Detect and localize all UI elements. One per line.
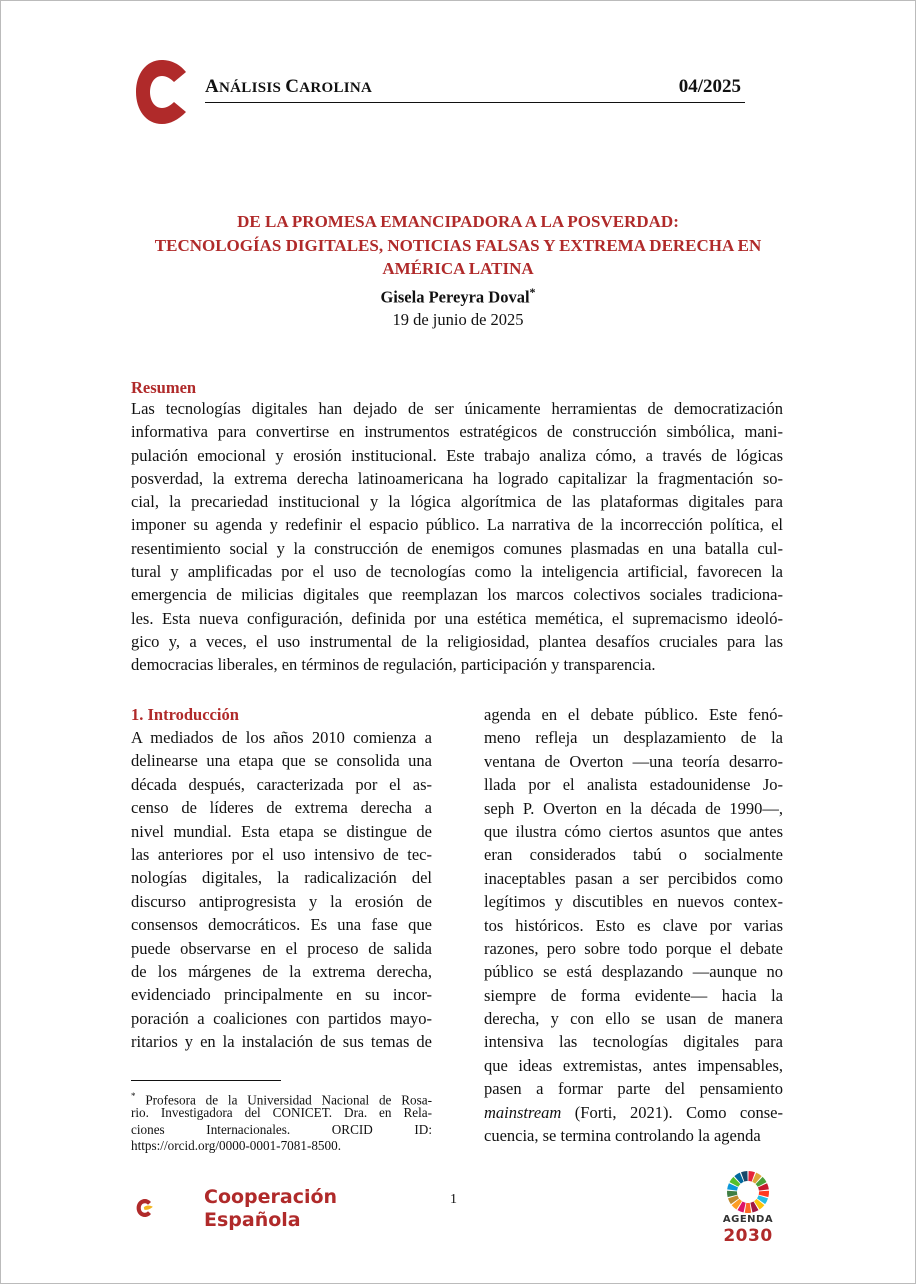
sdg-wheel-icon xyxy=(726,1170,770,1214)
body-line: razones, pero sobre todo porque el debate xyxy=(484,938,783,958)
body-line: consensos democráticos. Es una fase que xyxy=(131,915,432,935)
footnote xyxy=(131,1088,432,1155)
abstract-line: resentimiento social y la construcción de enemigos comunes plasmadas en una batalla cul- xyxy=(131,538,783,558)
body-line: público se está desplazando —aunque no xyxy=(484,962,783,982)
intro-left-column xyxy=(131,703,432,1053)
body-line: nologías digitales, la radicalización del xyxy=(131,868,432,888)
abstract-line: informativa para convertirse en instrumentos estratégicos de construcción simbólica, mani- xyxy=(131,422,783,442)
title-line-2: TECNOLOGÍAS DIGITALES, NOTICIAS FALSAS Y EXTREMA DERECHA EN xyxy=(154,235,762,255)
title-line-3: AMÉRICA LATINA xyxy=(382,259,534,278)
body-line: meno refleja un desplazamiento de la xyxy=(484,728,783,748)
abstract-line: les. Esta nueva configuración, definida por una estética memética, el supremacismo ideoló- xyxy=(131,608,783,628)
body-line: ritarios y en la instalación de sus temas de xyxy=(131,1032,432,1052)
abstract-section xyxy=(131,377,783,679)
body-line: que ideas extremistas, antes impensables, xyxy=(484,1055,783,1075)
body-line: legítimos y discutibles en nuevos contex- xyxy=(484,892,783,912)
body-line: cuencia, se termina controlando la agenda xyxy=(484,1126,761,1146)
series-title: ANÁLISIS CAROLINA xyxy=(205,76,373,97)
body-line: evidenciado principalmente en su incor- xyxy=(131,985,432,1005)
abstract-line: cial, la precariedad institucional y la lógica algorítmica de las plataformas digitales para xyxy=(131,492,783,512)
body-line: derecha, y con ello se usan de manera xyxy=(484,1009,783,1029)
intro-heading: 1. Introducción xyxy=(131,705,239,724)
document-header xyxy=(205,76,745,103)
abstract-line: Las tecnologías digitales han dejado de ser únicamente herramientas de democratización xyxy=(131,399,783,418)
body-line: discurso antiprogresista y la erosión de xyxy=(131,891,432,911)
abstract-line: posverdad, la extrema derecha latinoamericana ha logrado capitalizar la fragmentación so- xyxy=(131,468,783,488)
agenda-label: AGENDA xyxy=(722,1214,774,1225)
cooperacion-espanola-logo xyxy=(136,1176,202,1240)
abstract-line: emergencia de milicias digitales que reemplazan los marcos colectivos sociales tradiciona- xyxy=(131,585,783,605)
issue-number: 04/2025 xyxy=(678,76,741,97)
agenda-year: 2030 xyxy=(723,1226,773,1246)
sdg-wheel-segment xyxy=(745,1203,751,1213)
body-line: poración a coaliciones con partidos mayo- xyxy=(131,1008,432,1028)
body-line: las anteriores por el uso intensivo de tec- xyxy=(131,844,432,864)
body-line: siempre de forma evidente— hacia la xyxy=(484,985,783,1005)
body-line: nivel mundial. Esta etapa se distingue de xyxy=(131,821,432,841)
body-line: delinearse una etapa que se consolida una xyxy=(131,751,432,771)
abstract-line: pulación emocional y erosión institucional. Este trabajo analiza cómo, a través de lógicas xyxy=(131,445,783,465)
footnote-line: ciones Internacionales. ORCID ID: xyxy=(131,1121,432,1137)
cooperacion-espanola-text: Cooperación Española xyxy=(204,1186,338,1231)
body-line: A mediados de los años 2010 comienza a xyxy=(131,728,432,747)
body-line: eran considerados tabú o socialmente xyxy=(484,845,783,865)
page-number: 1 xyxy=(450,1192,457,1207)
footnote-line: rio. Investigadora del CONICET. Dra. en Rela- xyxy=(131,1104,432,1120)
body-line: intensiva las tecnologías digitales para xyxy=(484,1032,783,1052)
body-line-with-italic: mainstream (Forti, 2021). Como conse- xyxy=(484,1102,783,1122)
publication-date: 19 de junio de 2025 xyxy=(392,310,524,329)
footnote-separator xyxy=(131,1080,281,1081)
body-line: de los márgenes de la extrema derecha, xyxy=(131,961,432,981)
italic-term: mainstream xyxy=(484,1102,562,1122)
carolina-logo xyxy=(134,58,192,126)
footnote-line: * Profesora de la Universidad Nacional de Rosa- xyxy=(131,1091,432,1108)
abstract-line: imponer su agenda y redefinir el espacio público. La narrativa de la incorrección política, el xyxy=(131,515,783,535)
body-line: ventana de Overton —una teoría desarro- xyxy=(484,751,783,771)
body-line: censo de líderes de extrema derecha a xyxy=(131,798,432,818)
intro-right-column xyxy=(484,703,783,1147)
orcid-link[interactable]: https://orcid.org/0000-0001-7081-8500. xyxy=(131,1138,342,1154)
body-line: pasen a formar parte del pensamiento xyxy=(484,1079,783,1099)
title-block xyxy=(130,210,786,331)
abstract-line: gico y, a veces, el uso instrumental de la religiosidad, plantea desafíos cruciales para las xyxy=(131,631,783,651)
author-name: Gisela Pereyra Doval xyxy=(380,287,530,306)
body-line: inaceptables pasan a ser percibidos como xyxy=(484,868,783,888)
title-line-1: DE LA PROMESA EMANCIPADORA A LA POSVERDAD: xyxy=(237,212,679,231)
abstract-heading: Resumen xyxy=(131,378,197,397)
author-line xyxy=(130,281,786,309)
agenda-2030-logo xyxy=(718,1168,778,1248)
author-footnote-mark[interactable]: * xyxy=(529,284,536,299)
body-line: década después, caracterizada por el as- xyxy=(131,774,432,794)
abstract-body xyxy=(131,399,783,679)
footnote-mark: * xyxy=(131,1091,136,1101)
body-line: puede observarse en el proceso de salida xyxy=(131,938,432,958)
body-line: seph P. Overton en la década de 1990—, xyxy=(484,798,783,818)
abstract-line: tural y amplificadas por el uso de tecnologías como la inteligencia artificial, favorecen la xyxy=(131,562,783,582)
body-line: que ilustra cómo ciertos asuntos que antes xyxy=(484,821,783,841)
body-line: tos históricos. Esto es clave por varias xyxy=(484,915,783,935)
body-line: llada por el analista estadounidense Jo- xyxy=(484,775,783,795)
body-line: agenda en el debate público. Este fenó- xyxy=(484,705,783,724)
abstract-line: democracias liberales, en términos de regulación, participación y transparencia. xyxy=(131,655,656,675)
